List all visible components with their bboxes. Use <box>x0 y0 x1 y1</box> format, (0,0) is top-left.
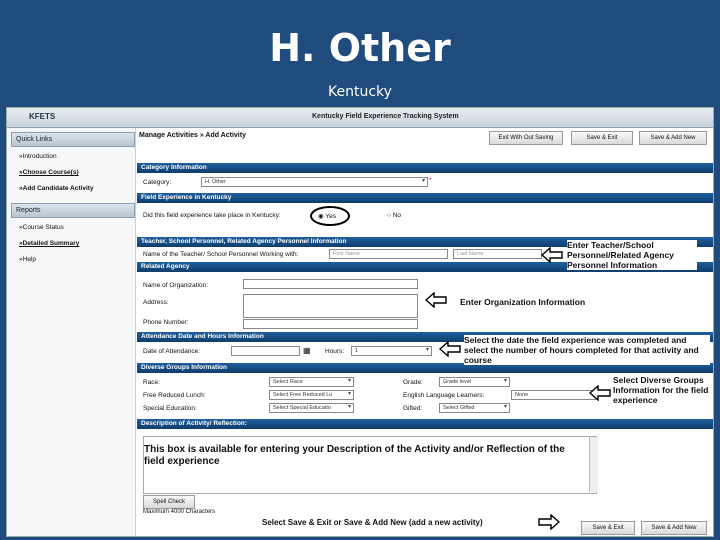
section-description: Description of Activity/ Reflection: <box>137 419 714 429</box>
sidebar-item-label: Detailed Summary <box>22 240 80 247</box>
sidebar-item-label: Introduction <box>22 153 57 160</box>
gifted-select[interactable]: Select Gifted ▾ <box>439 403 510 413</box>
left-arrow-icon <box>541 247 563 263</box>
description-annotation: This box is available for entering your Description of the Activity and/or Reflection of the field experience <box>144 444 574 468</box>
sidebar-item-course-status[interactable]: »Course Status <box>19 224 64 231</box>
sped-select[interactable]: Select Special Educatio ▾ <box>269 403 354 413</box>
left-arrow-icon <box>425 292 447 308</box>
diverse-annotation: Select Diverse Groups Information for the field experience <box>613 375 711 405</box>
left-arrow-icon <box>439 341 461 357</box>
no-label: No <box>392 212 402 219</box>
gifted-label: Gifted: <box>403 405 423 412</box>
race-select[interactable]: Select Race ▾ <box>269 377 354 387</box>
last-name-input[interactable]: Last Name <box>453 249 542 259</box>
grade-label: Grade: <box>403 379 423 386</box>
section-category: Category Information <box>137 163 714 173</box>
sidebar-item-label: Add Candidate Activity <box>22 185 94 192</box>
date-input[interactable] <box>231 346 300 356</box>
sidebar-item-label: Help <box>22 256 36 263</box>
hours-select[interactable]: 1 ▾ <box>351 346 432 356</box>
section-attendance: Attendance Date and Hours Information <box>137 332 714 342</box>
teacher-label: Name of the Teacher/ School Personnel Working with: <box>143 251 299 258</box>
system-title: Kentucky Field Experience Tracking System <box>312 113 459 120</box>
section-personnel: Teacher, School Personnel, Related Agency Personnel Information <box>137 237 714 247</box>
right-arrow-icon <box>538 514 560 530</box>
slide-title: H. Other <box>269 26 451 70</box>
hours-label: Hours: <box>325 348 345 355</box>
first-name-input[interactable]: First Name <box>329 249 448 259</box>
address-input[interactable] <box>243 294 418 318</box>
max-characters-hint: Maximum 4000 Characters <box>143 509 216 515</box>
lunch-label: Free Reduced Lunch: <box>143 392 206 399</box>
address-label: Address: <box>143 299 169 306</box>
lunch-select[interactable]: Select Free Reduced Lu ▾ <box>269 390 354 400</box>
section-diverse-groups: Diverse Groups Information <box>137 363 714 373</box>
app-window <box>6 107 714 537</box>
save-annotation: Select Save & Exit or Save & Add New (add a new activity) <box>262 518 483 527</box>
date-annotation: Select the date the field experience was completed and select the number of hours completed for that activity and course <box>464 335 710 365</box>
sidebar-item-add-candidate-activity[interactable]: »Add Candidate Activity <box>19 185 94 192</box>
org-label: Name of Organization: <box>143 282 209 289</box>
kentucky-question: Did this field experience take place in Kentucky: <box>143 212 281 219</box>
race-label: Race: <box>143 379 160 386</box>
required-mark: * <box>429 177 432 184</box>
ell-label: English Language Learners: <box>403 392 485 399</box>
left-arrow-icon <box>589 385 611 401</box>
category-select[interactable]: H. Other ▾ <box>201 177 428 187</box>
breadcrumb: Manage Activities » Add Activity <box>139 132 246 139</box>
sidebar-item-label: Course Status <box>22 224 64 231</box>
sidebar-item-detailed-summary[interactable]: »Detailed Summary <box>19 240 80 247</box>
main-content <box>137 128 713 536</box>
grade-select[interactable]: Grade level ▾ <box>439 377 510 387</box>
save-add-new-button[interactable]: Save & Add New <box>641 521 707 535</box>
app-header <box>7 108 713 128</box>
sidebar-item-introduction[interactable]: »Introduction <box>19 153 57 160</box>
sidebar-item-label: Choose Course(s) <box>22 169 79 176</box>
yes-label: Yes <box>325 213 336 220</box>
description-scrollbar[interactable] <box>589 437 598 492</box>
ell-select[interactable]: None ▾ <box>511 390 596 400</box>
section-related-agency: Related Agency <box>137 262 714 272</box>
date-label: Date of Attendance: <box>143 348 201 355</box>
save-add-new-button-top[interactable]: Save & Add New <box>639 131 707 145</box>
save-exit-button-top[interactable]: Save & Exit <box>571 131 633 145</box>
phone-input[interactable] <box>243 319 418 329</box>
calendar-icon[interactable]: ▦ <box>303 346 311 355</box>
sidebar-item-help[interactable]: »Help <box>19 256 36 263</box>
section-field-experience: Field Experience in Kentucky <box>137 193 714 203</box>
exit-without-saving-button[interactable]: Exit With Out Saving <box>489 131 563 145</box>
reports-header: Reports <box>11 203 135 218</box>
phone-label: Phone Number: <box>143 319 189 326</box>
sidebar <box>7 128 136 536</box>
no-radio[interactable]: ○ No <box>387 212 402 219</box>
slide-subtitle: Kentucky <box>328 84 392 100</box>
teacher-annotation: Enter Teacher/School Personnel/Related Agency Personnel Information <box>567 240 697 270</box>
org-annotation: Enter Organization Information <box>460 297 640 307</box>
quick-links-header: Quick Links <box>11 132 135 147</box>
sidebar-item-choose-courses[interactable]: »Choose Course(s) <box>19 169 79 176</box>
org-input[interactable] <box>243 279 418 289</box>
app-brand[interactable]: KFETS <box>29 112 56 121</box>
save-exit-button[interactable]: Save & Exit <box>581 521 635 535</box>
yes-radio[interactable]: ◉ Yes <box>318 213 336 220</box>
sped-label: Special Education: <box>143 405 197 412</box>
spell-check-button[interactable]: Spell Check <box>143 495 195 509</box>
category-label: Category: <box>143 179 172 186</box>
